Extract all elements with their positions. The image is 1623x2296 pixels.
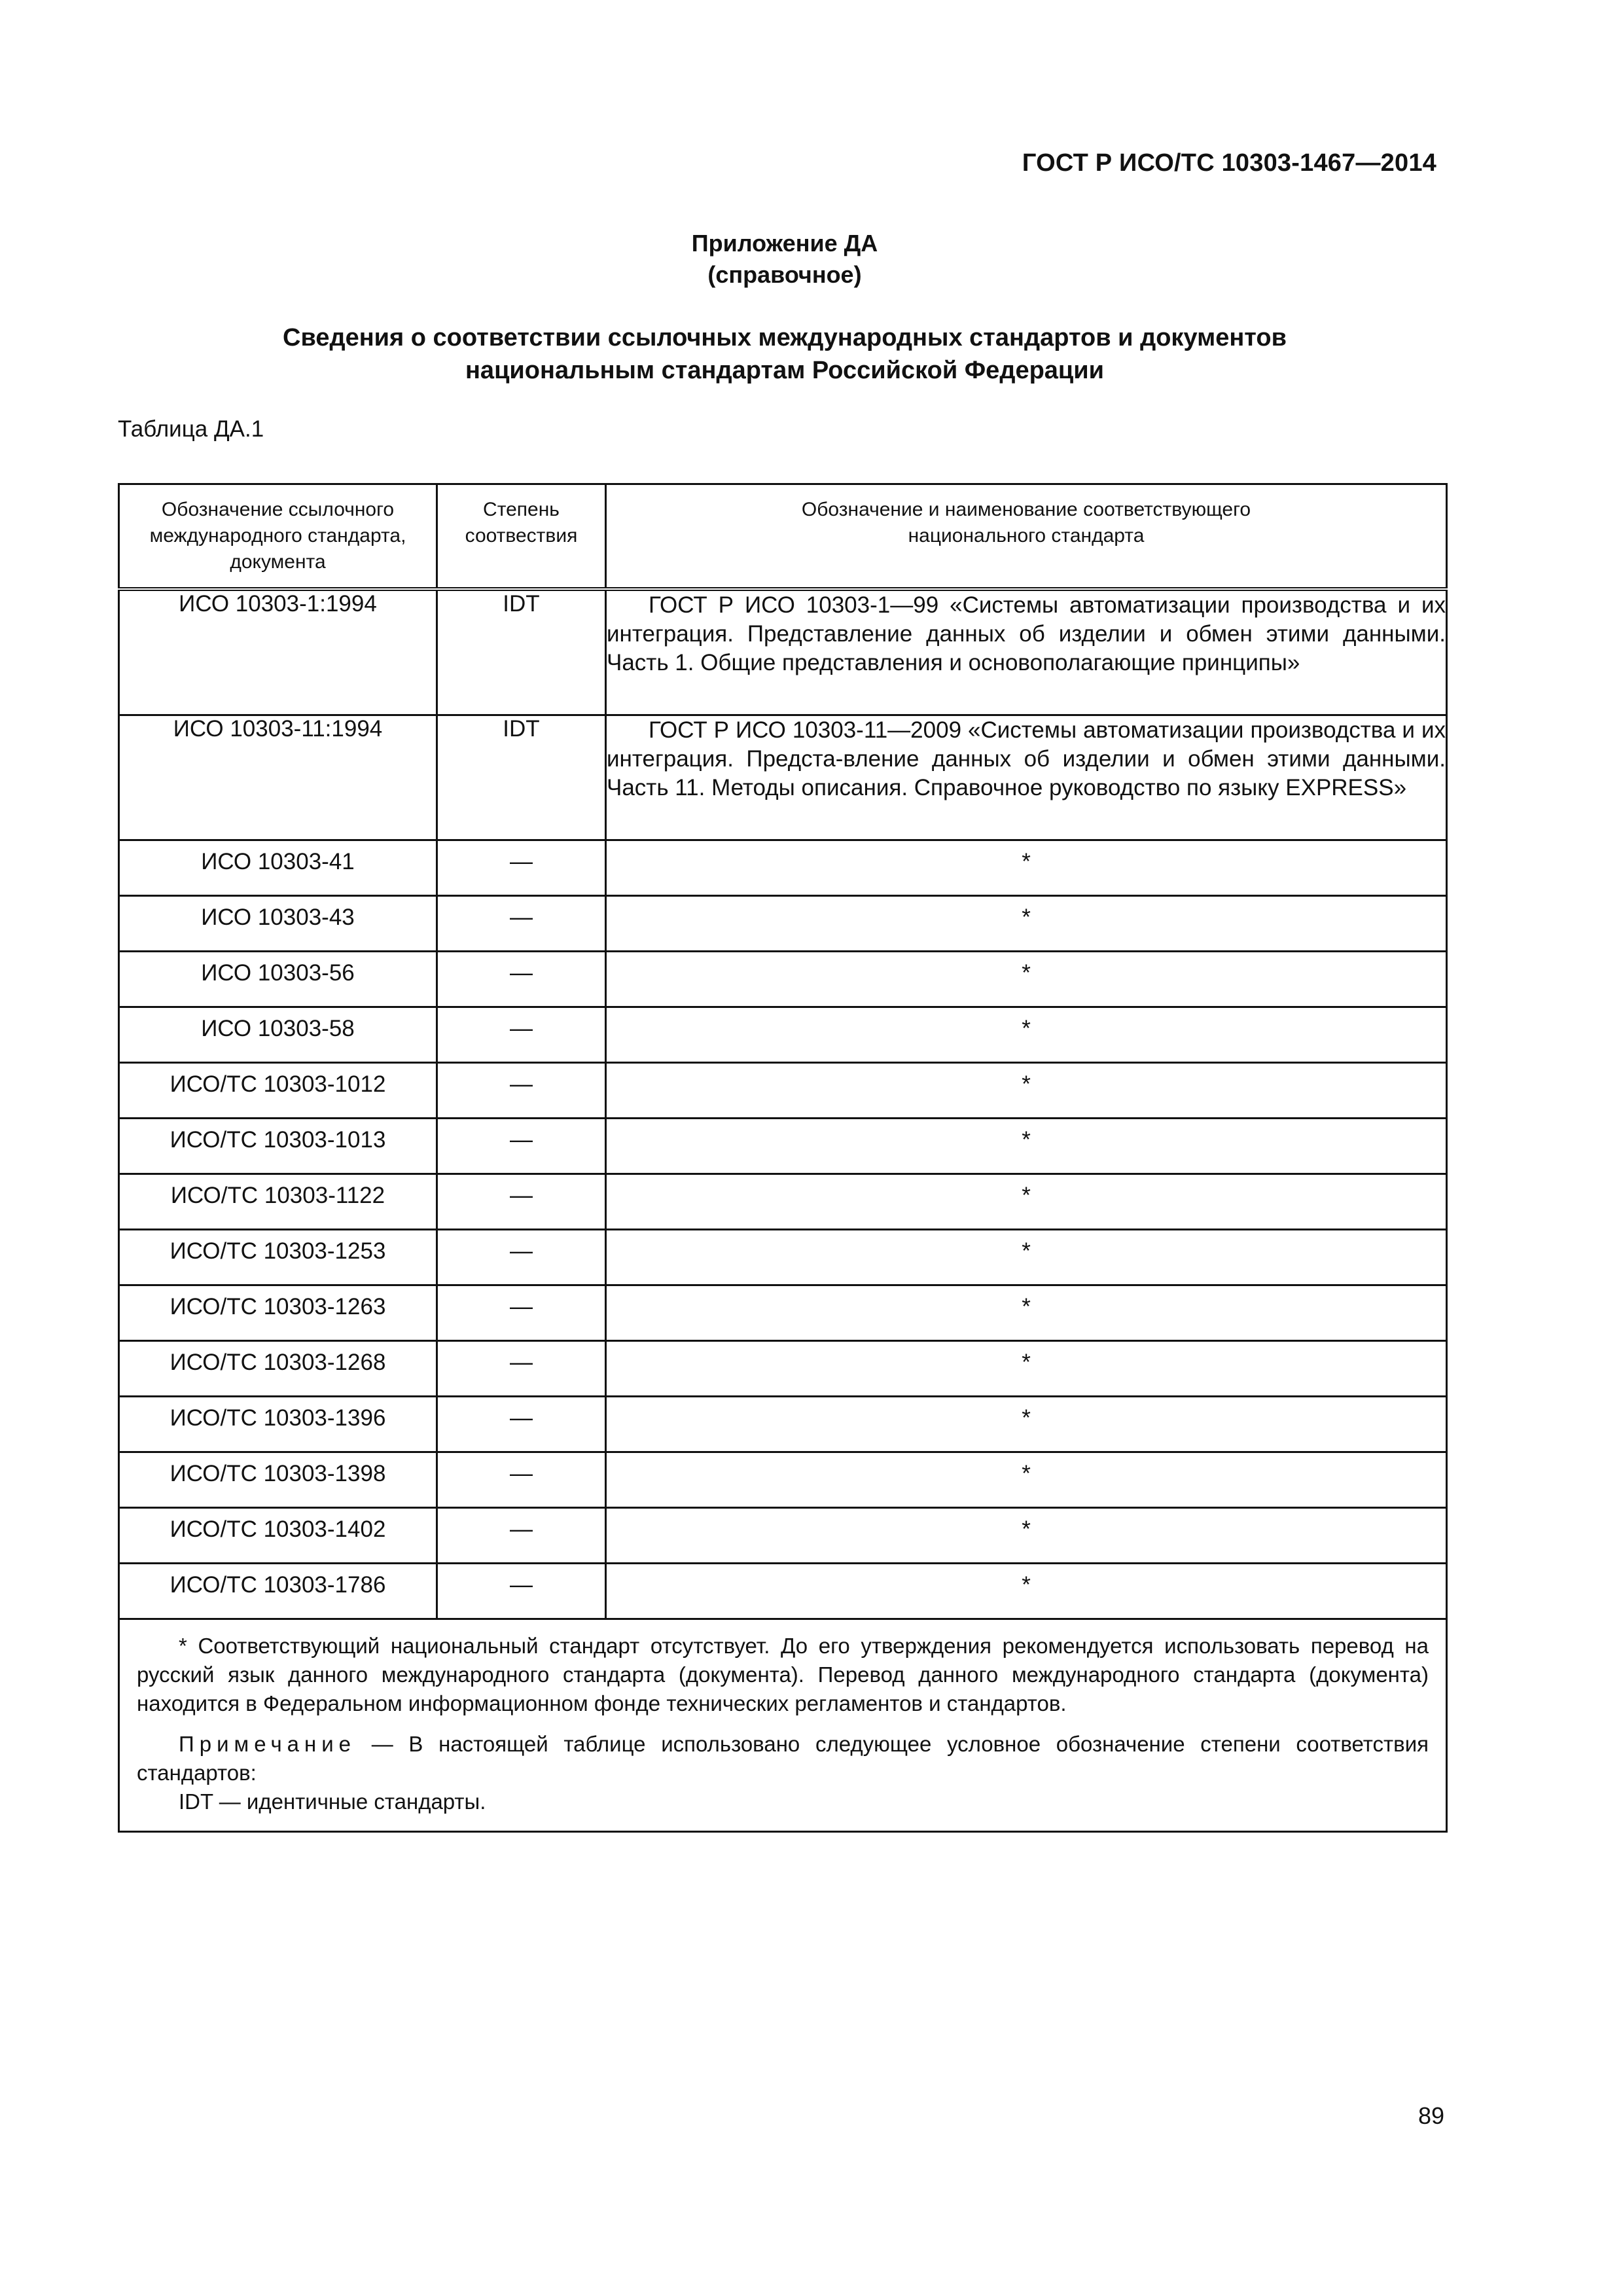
cell-designation: ИСО/ТС 10303-1012 — [119, 1062, 437, 1118]
footnote-text: * Соответствующий национальный стандарт отсутствует. До его утверждения рекомендуется использовать перевод на русский язык данного международного стандарта (документа). Перевод данного международного стандарта (документа) находится в Федеральном информационном фонде технических регламентов и стандартов. — [137, 1633, 1429, 1715]
table-row — [119, 951, 1447, 1007]
cell-degree: — — [437, 1007, 606, 1062]
cell-national-standard: * — [606, 1118, 1447, 1174]
table-footer-row — [119, 1619, 1447, 1831]
cell-degree: — — [437, 1062, 606, 1118]
table-row — [119, 1007, 1447, 1062]
cell-designation: ИСО/ТС 10303-1253 — [119, 1229, 437, 1285]
cell-designation: ИСО/ТС 10303-1786 — [119, 1563, 437, 1619]
cell-degree: — — [437, 895, 606, 951]
table-header-row — [119, 484, 1447, 589]
cell-degree: — — [437, 1174, 606, 1229]
table-row — [119, 1452, 1447, 1507]
table-row — [119, 1062, 1447, 1118]
table-row — [119, 589, 1447, 715]
cell-national-standard: * — [606, 840, 1447, 895]
note-text: — В настоящей таблице использовано следующее условное обозначение степени соответствия стандартов: — [137, 1731, 1429, 1785]
cell-designation: ИСО/ТС 10303-1268 — [119, 1340, 437, 1396]
cell-national-standard: * — [606, 1340, 1447, 1396]
table-row — [119, 1507, 1447, 1563]
national-standard-text: ГОСТ Р ИСО 10303-11—2009 «Системы автоматизации производства и их интеграция. Предста-вление данных об изделии и обмен этими данными. Часть 11. Методы описания. Справочное руководство по языку EXPRESS» — [607, 717, 1446, 800]
cell-national-standard: * — [606, 1563, 1447, 1619]
table-row — [119, 1285, 1447, 1340]
appendix-subtitle: (справочное) — [707, 261, 862, 288]
cell-designation: ИСО 10303-11:1994 — [119, 715, 437, 840]
cell-designation: ИСО/ТС 10303-1122 — [119, 1174, 437, 1229]
cell-designation: ИСО/ТС 10303-1396 — [119, 1396, 437, 1452]
table-row — [119, 1396, 1447, 1452]
cell-national-standard: * — [606, 1452, 1447, 1507]
table-row — [119, 1340, 1447, 1396]
table-caption: Таблица ДА.1 — [118, 416, 264, 442]
cell-degree: IDT — [437, 589, 606, 715]
cell-national-standard: * — [606, 1062, 1447, 1118]
page-number: 89 — [1418, 2102, 1444, 2129]
document-code: ГОСТ Р ИСО/ТС 10303-1467—2014 — [1022, 149, 1436, 177]
cell-national-standard: * — [606, 1174, 1447, 1229]
cell-national-standard: * — [606, 1285, 1447, 1340]
header-national-standard: Обозначение и наименование соответствующего национального стандарта — [606, 484, 1447, 589]
appendix-title: Приложение ДА — [691, 230, 878, 257]
table-row — [119, 895, 1447, 951]
table-row — [119, 715, 1447, 840]
cell-degree: — — [437, 1285, 606, 1340]
cell-national-standard: * — [606, 895, 1447, 951]
cell-designation: ИСО 10303-41 — [119, 840, 437, 895]
cell-designation: ИСО/ТС 10303-1402 — [119, 1507, 437, 1563]
cell-degree: — — [437, 1118, 606, 1174]
appendix-heading — [0, 228, 1569, 291]
cell-degree: — — [437, 1563, 606, 1619]
cell-national-standard: * — [606, 1507, 1447, 1563]
cell-degree: — — [437, 1229, 606, 1285]
cell-national-standard — [606, 715, 1447, 840]
cell-designation: ИСО 10303-58 — [119, 1007, 437, 1062]
correspondence-table — [118, 483, 1448, 1833]
cell-national-standard: * — [606, 951, 1447, 1007]
cell-designation: ИСО 10303-43 — [119, 895, 437, 951]
table-row — [119, 1118, 1447, 1174]
cell-national-standard — [606, 589, 1447, 715]
cell-designation: ИСО 10303-56 — [119, 951, 437, 1007]
cell-degree: — — [437, 1507, 606, 1563]
cell-degree: — — [437, 840, 606, 895]
header-degree: Степень соотвествия — [437, 484, 606, 589]
table-row — [119, 1229, 1447, 1285]
table-row — [119, 840, 1447, 895]
cell-designation: ИСО 10303-1:1994 — [119, 589, 437, 715]
section-heading-line-2: национальным стандартам Российской Федерации — [465, 357, 1104, 384]
cell-designation: ИСО/ТС 10303-1398 — [119, 1452, 437, 1507]
note-idt-text: IDT — идентичные стандарты. — [179, 1789, 486, 1814]
note — [137, 1730, 1429, 1787]
note-label: Примечание — [179, 1731, 357, 1756]
section-heading — [0, 321, 1569, 387]
footnote — [137, 1632, 1429, 1718]
cell-degree: — — [437, 1396, 606, 1452]
cell-national-standard: * — [606, 1396, 1447, 1452]
national-standard-text: ГОСТ Р ИСО 10303-1—99 «Системы автоматизации производства и их интеграция. Представление данных об изделии и обмен этими данными. Часть 1. Общие представления и основополагающие принципы» — [607, 592, 1446, 675]
note-idt — [137, 1787, 1429, 1816]
cell-designation: ИСО/ТС 10303-1013 — [119, 1118, 437, 1174]
header-designation: Обозначение ссылочного международного стандарта, документа — [119, 484, 437, 589]
cell-national-standard: * — [606, 1229, 1447, 1285]
table-row — [119, 1563, 1447, 1619]
section-heading-line-1: Сведения о соответствии ссылочных международных стандартов и документов — [283, 324, 1287, 351]
cell-degree: IDT — [437, 715, 606, 840]
cell-degree: — — [437, 951, 606, 1007]
cell-degree: — — [437, 1340, 606, 1396]
cell-national-standard: * — [606, 1007, 1447, 1062]
cell-designation: ИСО/ТС 10303-1263 — [119, 1285, 437, 1340]
table-row — [119, 1174, 1447, 1229]
table-footnote-cell — [119, 1619, 1447, 1831]
cell-degree: — — [437, 1452, 606, 1507]
